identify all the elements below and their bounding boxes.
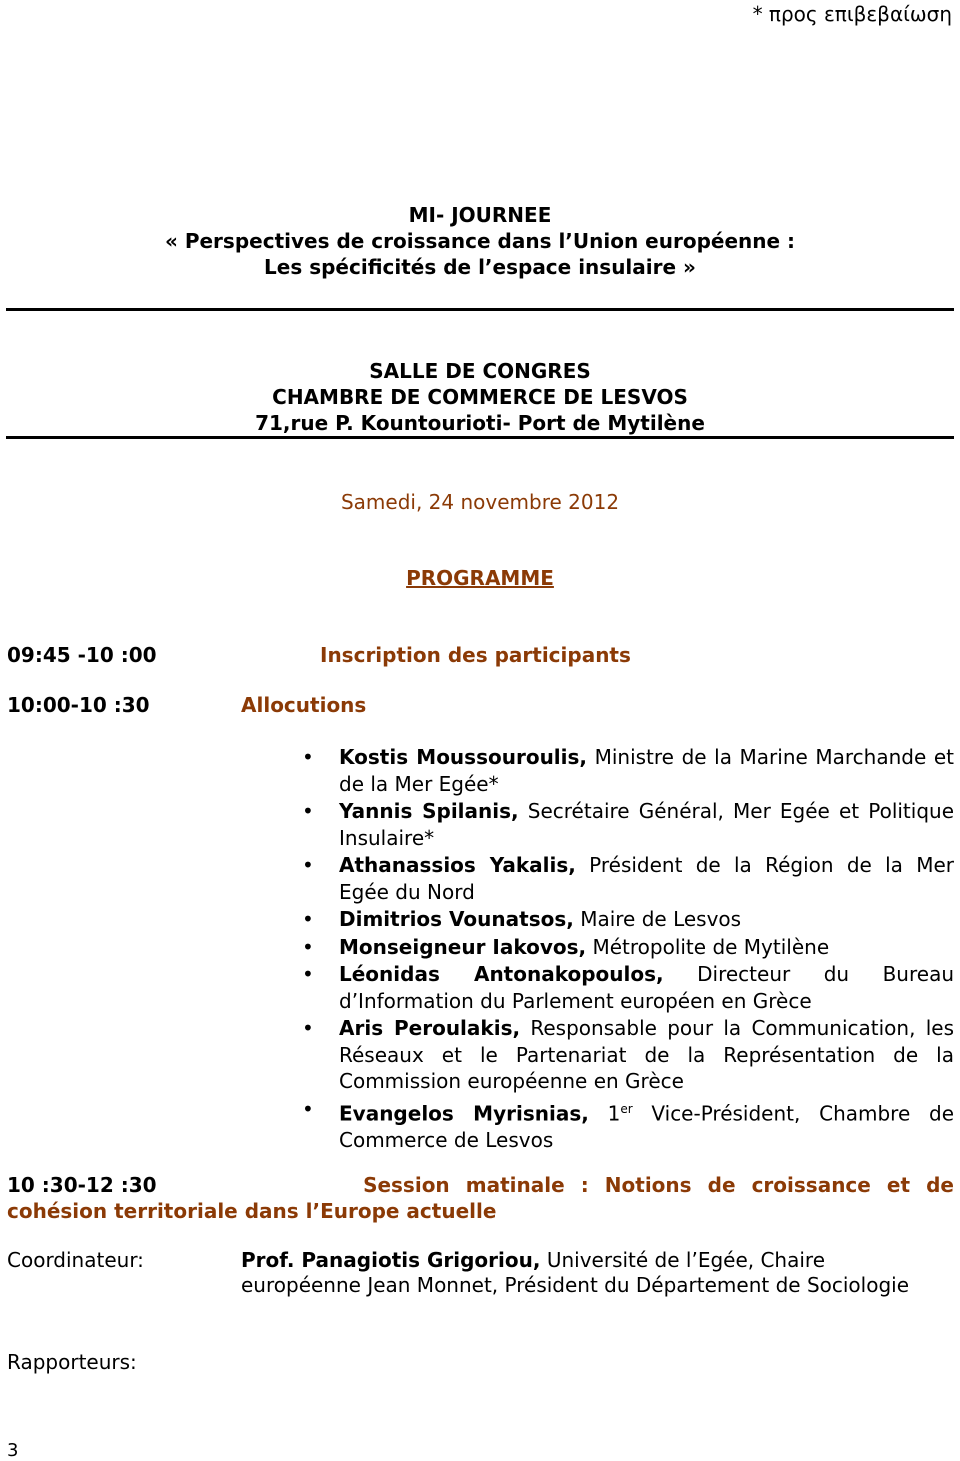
speaker-role-prefix: 1 xyxy=(607,1101,621,1126)
speaker-role: Directeur du Bureau d’Information du Parlement européen en Grèce xyxy=(339,962,954,1013)
event-title xyxy=(0,202,960,280)
coordinator-affiliation: Université de l’Egée, Chaire européenne Jean Monnet, Président du Département de Sociologie xyxy=(241,1248,910,1297)
speaker-name: Léonidas Antonakopoulos, xyxy=(339,962,664,986)
venue-address: 71,rue P. Kountourioti- Port de Mytilène xyxy=(255,411,705,435)
schedule-time-2: 10:00-10 :30 xyxy=(7,693,150,717)
speaker-role: Vice-Président, Chambre de Commerce de Lesvos xyxy=(339,1101,955,1152)
speaker-item xyxy=(302,798,955,851)
bullet-icon: • xyxy=(302,1096,314,1121)
coordinator-name: Prof. Panagiotis Grigoriou, xyxy=(241,1248,541,1272)
coordinator-label: Coordinateur: xyxy=(7,1248,144,1272)
top-divider xyxy=(6,308,954,311)
speaker-name: Aris Peroulakis, xyxy=(339,1016,521,1040)
speaker-role: Ministre de la Marine Marchande et de la Mer Egée* xyxy=(339,745,954,796)
speaker-role: Métropolite de Mytilène xyxy=(592,934,830,959)
speaker-role: Maire de Lesvos xyxy=(580,907,742,931)
venue-block xyxy=(0,358,960,436)
bullet-icon: • xyxy=(302,745,314,769)
speaker-name: Dimitrios Vounatsos, xyxy=(339,907,574,931)
speaker-role: Président de la Région de la Mer Egée du Nord xyxy=(339,853,954,904)
speaker-item xyxy=(302,852,954,905)
rapporteurs-label: Rapporteurs: xyxy=(7,1350,137,1374)
bottom-divider xyxy=(6,436,954,439)
bullet-icon: • xyxy=(302,799,314,823)
session-word: : xyxy=(580,1173,589,1197)
bullet-icon: • xyxy=(302,1016,314,1040)
speaker-item xyxy=(302,934,954,961)
bullet-icon: • xyxy=(302,962,314,986)
speaker-item xyxy=(302,906,954,933)
speaker-item xyxy=(302,744,954,797)
session-word: de xyxy=(926,1173,954,1197)
session-word: croissance xyxy=(751,1173,871,1197)
speaker-name: Evangelos Myrisnias, xyxy=(339,1101,589,1126)
bullet-icon: • xyxy=(302,907,314,931)
session-word: matinale xyxy=(465,1173,565,1197)
venue-building: CHAMBRE DE COMMERCE DE LESVOS xyxy=(272,385,688,409)
session-word: et xyxy=(886,1173,911,1197)
speaker-name: Athanassios Yakalis, xyxy=(339,853,576,877)
schedule-label-registration: Inscription des participants xyxy=(320,643,631,667)
page-number: 3 xyxy=(7,1440,19,1461)
morning-session xyxy=(7,1172,954,1224)
coordinator-details xyxy=(241,1248,941,1298)
speaker-role: Responsable pour la Communication, les Réseaux et le Partenariat de la Représentation de la Commission européenne en Grèce xyxy=(339,1016,955,1093)
bullet-icon: • xyxy=(302,934,314,959)
speaker-item xyxy=(302,961,954,1014)
speaker-item xyxy=(302,1096,955,1154)
speaker-name: Kostis Moussouroulis, xyxy=(339,745,588,769)
session-word: Session xyxy=(363,1173,450,1197)
confirmation-note: * προς επιβεβαίωση xyxy=(752,2,952,26)
morning-session-header xyxy=(7,1172,954,1198)
session-word: de xyxy=(707,1173,736,1197)
ordinal-suffix: er xyxy=(620,1101,633,1116)
event-date: Samedi, 24 novembre 2012 xyxy=(340,490,620,514)
bullet-icon: • xyxy=(302,853,314,877)
speaker-role: Secrétaire Général, Mer Egée et Politique Insulaire* xyxy=(339,799,955,850)
venue-hall: SALLE DE CONGRES xyxy=(369,359,591,383)
morning-session-time: 10 :30-12 :30 xyxy=(7,1173,157,1197)
speaker-item xyxy=(302,1015,955,1095)
speaker-name: Monseigneur Iakovos, xyxy=(339,934,587,959)
schedule-time-1: 09:45 -10 :00 xyxy=(7,643,157,667)
morning-session-title-line2: cohésion territoriale dans l’Europe actuelle xyxy=(7,1199,497,1223)
event-title-line1: MI- JOURNEE xyxy=(408,203,552,227)
event-title-line2: « Perspectives de croissance dans l’Union européenne : xyxy=(164,229,796,253)
speaker-name: Yannis Spilanis, xyxy=(339,799,519,823)
session-word: Notions xyxy=(604,1173,692,1197)
schedule-label-speeches: Allocutions xyxy=(241,693,367,717)
event-title-line3: Les spécificités de l’espace insulaire » xyxy=(264,255,696,279)
program-heading: PROGRAMME xyxy=(406,566,554,590)
speaker-list xyxy=(302,744,955,1154)
